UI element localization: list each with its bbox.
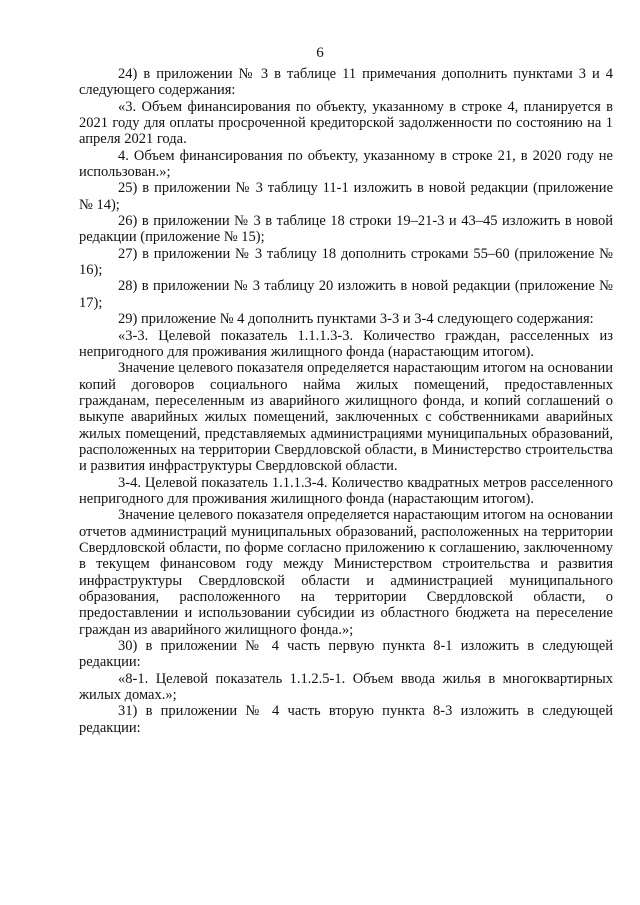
paragraph-value-3-4: Значение целевого показателя определяется нарастающим итогом на основании отчетов администраций муниципальных образований, расположенных на территории Свердловской области, по форме согласно приложению к соглашению, заключенному в текущем финансовом году между Министерством строительства и развития инфраструктуры Свердловской области и администрацией муниципального образования, расположенного на территории Свердловской области, о предоставлении и использовании субсидии из областного бюджета на переселение граждан из аварийного жилищного фонда.»; bbox=[79, 507, 613, 638]
paragraph-point-3-4: 3-4. Целевой показатель 1.1.1.3-4. Количество квадратных метров расселенного непригодного для проживания жилищного фонда (нарастающим итогом). bbox=[79, 474, 613, 507]
paragraph-item-31: 31) в приложении № 4 часть вторую пункта 8-3 изложить в следующей редакции: bbox=[79, 703, 613, 736]
paragraph-note-3: «3. Объем финансирования по объекту, указанному в строке 4, планируется в 2021 году для оплаты просроченной кредиторской задолженности по состоянию на 1 апреля 2021 года. bbox=[79, 98, 613, 148]
paragraph-value-3-3: Значение целевого показателя определяется нарастающим итогом на основании копий договоров социального найма жилых помещений, предоставленных гражданам, переселенным из аварийного жилищного фонда, и копий соглашений о выкупе аварийных жилых помещений, заключенных с собственниками аварийных жилых помещений, представляемых администрациями муниципальных образований, расположенных на территории Свердловской области, в Министерство строительства и развития инфраструктуры Свердловской области. bbox=[79, 360, 613, 475]
paragraph-item-27: 27) в приложении № 3 таблицу 18 дополнить строками 55–60 (приложение № 16); bbox=[79, 245, 613, 279]
paragraph-point-3-3: «3-3. Целевой показатель 1.1.1.3-3. Количество граждан, расселенных из непригодного для проживания жилищного фонда (нарастающим итогом). bbox=[79, 327, 613, 360]
page-number: 6 bbox=[316, 45, 324, 61]
paragraph-point-8-1: «8-1. Целевой показатель 1.1.2.5-1. Объем ввода жилья в многоквартирных жилых домах.»; bbox=[79, 670, 613, 704]
paragraph-item-26: 26) в приложении № 3 в таблице 18 строки 19–21-3 и 43–45 изложить в новой редакции (приложение № 15); bbox=[79, 213, 613, 246]
paragraph-item-24: 24) в приложении № 3 в таблице 11 примечания дополнить пунктами 3 и 4 следующего содержания: bbox=[79, 66, 613, 99]
paragraph-item-28: 28) в приложении № 3 таблицу 20 изложить в новой редакции (приложение № 17); bbox=[79, 278, 613, 311]
paragraph-item-29: 29) приложение № 4 дополнить пунктами 3-3 и 3-4 следующего содержания: bbox=[118, 311, 594, 328]
paragraph-item-25: 25) в приложении № 3 таблицу 11-1 изложить в новой редакции (приложение № 14); bbox=[79, 180, 613, 213]
paragraph-item-30: 30) в приложении № 4 часть первую пункта 8-1 изложить в следующей редакции: bbox=[79, 638, 613, 671]
document-body bbox=[79, 66, 613, 736]
paragraph-note-4: 4. Объем финансирования по объекту, указанному в строке 21, в 2020 году не использован.»; bbox=[79, 147, 613, 181]
